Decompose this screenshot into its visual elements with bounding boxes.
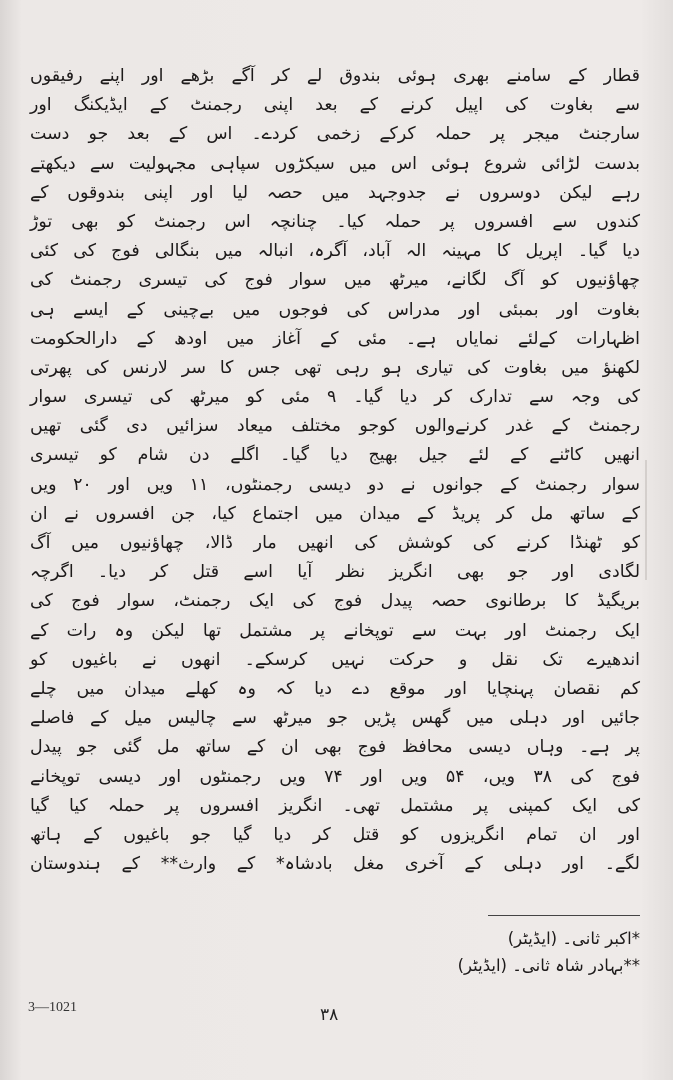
text-line: کندوں سے افسروں پر حملہ کیا۔ چنانچہ اس رجمنٹ کو بھی توڑ bbox=[30, 211, 640, 232]
text-line: کو ٹھنڈا کرنے کی کوشش کی انھیں مار ڈالا، چھاؤنیوں میں آگ bbox=[30, 533, 640, 553]
text-line: لگادی اور جو بھی انگریز نظر آیا اسے قتل کر دیا۔ اگرچہ bbox=[30, 562, 640, 583]
document-code: 3—1021 bbox=[28, 1000, 77, 1015]
margin-crease bbox=[645, 460, 647, 580]
text-line: جائیں اور دہلی میں گھس پڑیں جو میرٹھ سے چالیس میل کے فاصلے bbox=[30, 708, 640, 729]
text-line: انھیں کاٹنے کے لئے جیل بھیج دیا گیا۔ اگلے دن شام کو تیسری bbox=[30, 445, 640, 466]
footnotes bbox=[300, 925, 640, 979]
text-line: پر ہے۔ وہاں دیسی محافظ فوج بھی ان کے ساتھ مل گئی جو پیدل bbox=[30, 737, 640, 758]
text-line: قطار کے سامنے بھری ہوئی بندوق لے کر آگے بڑھے اور اپنے رفیقوں bbox=[30, 66, 640, 86]
text-line: لکھنؤ میں بغاوت کی تیاری ہو رہی تھی جس کا سر لارنس کی پھرتی bbox=[30, 357, 640, 378]
text-line: سوار رجمنٹ کے جوانوں نے دو دیسی رجمنٹوں، ۱۱ ویں اور ۲۰ ویں bbox=[30, 474, 640, 495]
footnote-1: *اکبر ثانی۔ (ایڈیٹر) bbox=[507, 929, 640, 948]
text-line: کم نقصان پہنچایا اور موقع دے دیا کہ وہ کھلے میدان میں چلے bbox=[30, 678, 640, 699]
text-line: کی ایک کمپنی پر مشتمل تھی۔ انگریز افسروں پر حملہ کیا گیا bbox=[30, 795, 640, 816]
text-line: رجمنٹ کے غدر کرنےوالوں کوجو مختلف میعاد سزائیں دی گئی تھیں bbox=[30, 416, 640, 437]
text-line: اندھیرے تک نقل و حرکت نہیں کرسکے۔ انھوں نے باغیوں کو bbox=[30, 649, 640, 670]
text-line: چھاؤنیوں کو آگ لگانے، میرٹھ میں سوار فوج کی تیسری رجمنٹ کی bbox=[30, 270, 640, 291]
text-line: بدست لڑائی شروع ہوئی اس میں سیکڑوں سپاہی مجہولیت سے دیکھتے bbox=[30, 153, 640, 174]
text-line: لگے۔ اور دہلی کے آخری مغل بادشاہ* کے وارث** کے ہندوستان bbox=[30, 854, 640, 875]
text-line: رہے لیکن دوسروں نے جدوجہد میں حصہ لیا اور اپنی بندوقوں کے bbox=[30, 182, 640, 203]
text-line: فوج کی ۳۸ ویں، ۵۴ ویں اور ۷۴ ویں رجمنٹوں اور دیسی توپخانے bbox=[30, 766, 640, 787]
text-line: کے ساتھ مل کر پریڈ کے میدان میں اجتماع کیا، جن افسروں نے ان bbox=[30, 503, 640, 524]
text-line: سے بغاوت کی اپیل کرنے کے بعد اپنی رجمنٹ کے ایڈیکنگ اور bbox=[30, 95, 640, 116]
footnote-2: **بہادر شاہ ثانی۔ (ایڈیٹر) bbox=[457, 956, 640, 975]
text-line: کی وجہ سے تدارک کر دیا گیا۔ ۹ مئی کو میرٹھ کی تیسری سوار bbox=[30, 387, 640, 408]
text-line: بریگیڈ کا برطانوی حصہ پیدل فوج کی ایک رجمنٹ، سوار فوج کی bbox=[30, 591, 640, 612]
page-number: ۳۸ bbox=[320, 1005, 339, 1025]
text-line: بغاوت اور بمبئی اور مدراس کی فوجوں میں بےچینی کے ایسے ہی bbox=[30, 299, 640, 320]
footnote-divider bbox=[488, 915, 640, 916]
text-line: اظہارات کےلئے نمایاں ہے۔ مئی کے آغاز میں اودھ کے دارالحکومت bbox=[30, 328, 640, 349]
text-line: دیا گیا۔ اپریل کا مہینہ الہ آباد، آگرہ، انبالہ میں بنگالی فوج کی کئی bbox=[30, 241, 640, 262]
text-line: ایک رجمنٹ اور بہت سے توپخانے پر مشتمل تھا لیکن وہ رات کے bbox=[30, 620, 640, 641]
text-line: اور ان تمام انگریزوں کو قتل کر دیا گیا جو باغیوں کے ہاتھ bbox=[30, 824, 640, 845]
main-text-block bbox=[30, 62, 640, 879]
text-line: سارجنٹ میجر پر حملہ کرکے زخمی کردے۔ اس کے بعد جو دست bbox=[30, 124, 640, 145]
